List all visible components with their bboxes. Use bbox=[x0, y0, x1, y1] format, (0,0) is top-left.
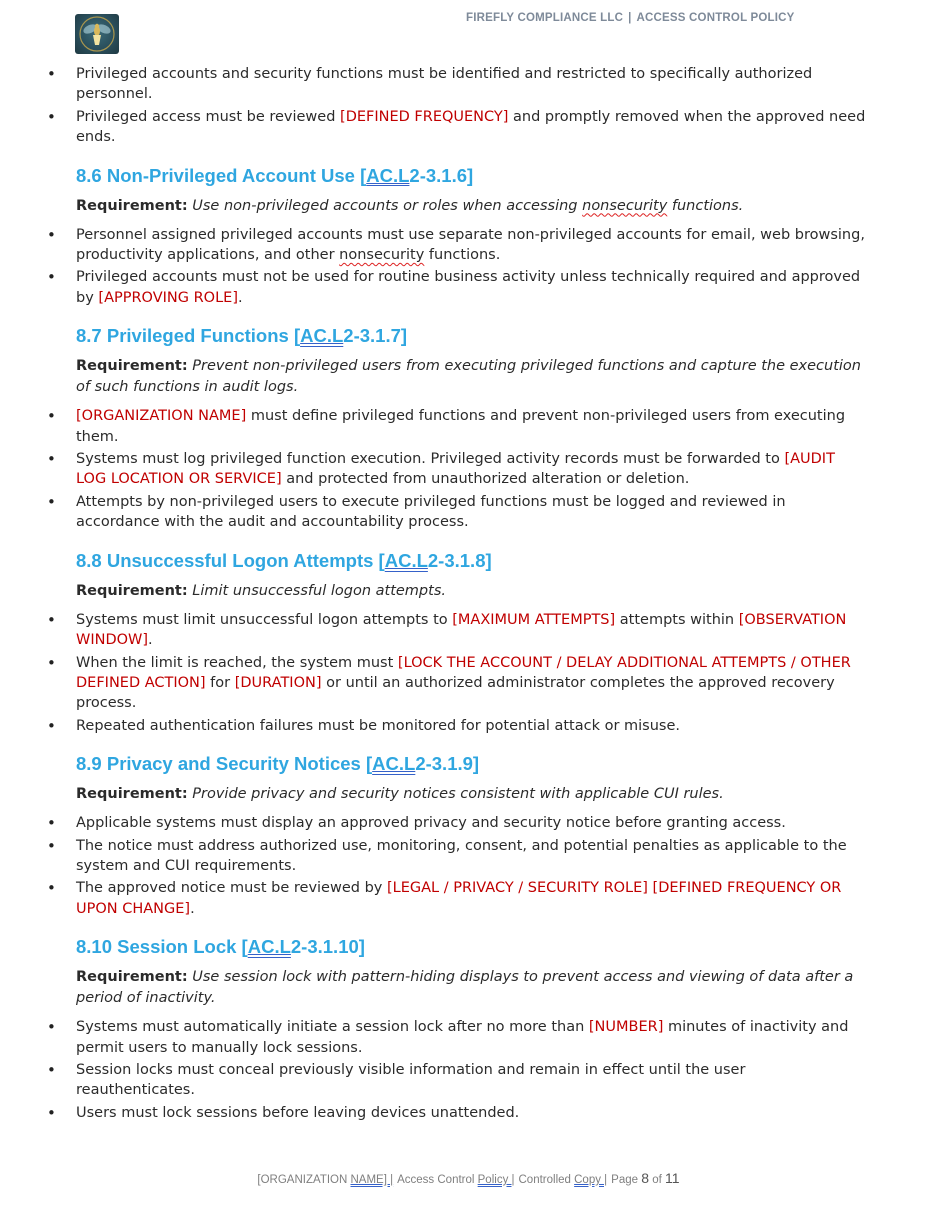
bullet-text: When the limit is reached, the system must bbox=[76, 654, 398, 671]
bullet-dot-icon: • bbox=[47, 879, 56, 898]
requirement-label: Requirement: bbox=[76, 969, 188, 986]
requirement-fragment: Use session lock with pattern-hiding displays to prevent access and viewing of data after a period of inactivity. bbox=[76, 969, 854, 1007]
intro-bullet-list bbox=[0, 64, 937, 148]
requirement-label: Requirement: bbox=[76, 786, 188, 803]
bullet-text: Privileged accounts must not be used for routine business activity unless technically required and approved by bbox=[76, 269, 861, 306]
bullet-item bbox=[0, 878, 937, 919]
bullet-text: and protected from unauthorized alteration or deletion. bbox=[281, 471, 690, 488]
bullet-text: . bbox=[148, 632, 153, 649]
bullet-text: must define privileged functions and prevent non-privileged users from executing them. bbox=[76, 408, 846, 445]
bullet-dot-icon: • bbox=[47, 836, 56, 855]
requirement-fragment: functions. bbox=[667, 197, 744, 214]
footer-page-label: Page bbox=[611, 1174, 639, 1186]
bullet-text: . bbox=[190, 900, 195, 917]
requirement-statement bbox=[76, 356, 867, 398]
company-name: FIREFLY COMPLIANCE LLC bbox=[466, 12, 624, 24]
bullet-text: Personnel assigned privileged accounts must use separate non-privileged accounts for email, web browsing, productivity applications, and other bbox=[76, 226, 865, 264]
bullet-text: Applicable systems must display an approved privacy and security notice before granting access. bbox=[76, 815, 786, 832]
section-bullet-list bbox=[0, 610, 937, 736]
placeholder-text: [LEGAL / PRIVACY / SECURITY ROLE] [DEFINED FREQUENCY OR UPON CHANGE] bbox=[76, 880, 842, 917]
bullet-item bbox=[0, 449, 937, 490]
requirement-label: Requirement: bbox=[76, 582, 188, 599]
requirement-text bbox=[192, 198, 743, 214]
control-id-link: AC.L bbox=[247, 936, 291, 958]
bullet-item bbox=[0, 1060, 937, 1101]
bullet-item bbox=[0, 107, 937, 148]
bullet-item bbox=[0, 267, 937, 308]
footer-of-label: of bbox=[652, 1174, 662, 1186]
bullet-dot-icon: • bbox=[47, 610, 56, 629]
heading-tail: 2-3.1.6] bbox=[409, 164, 474, 186]
bullet-text: minutes of inactivity and permit users to manually lock sessions. bbox=[76, 1019, 849, 1056]
placeholder-text: [NUMBER] bbox=[588, 1019, 664, 1036]
section-bullet-list bbox=[0, 813, 937, 919]
requirement-statement bbox=[76, 784, 867, 805]
bullet-item bbox=[0, 716, 937, 736]
document-body bbox=[0, 64, 937, 1125]
footer-copy-prefix: Controlled bbox=[518, 1174, 575, 1186]
bullet-dot-icon: • bbox=[47, 450, 56, 469]
page-footer bbox=[0, 1170, 937, 1186]
heading-text: 8.7 Privileged Functions [ bbox=[76, 325, 301, 347]
bullet-text: The notice must address authorized use, monitoring, consent, and potential penalties as applicable to the system and CUI requirements. bbox=[76, 837, 847, 874]
placeholder-text: [ORGANIZATION NAME] bbox=[76, 408, 247, 425]
section-bullet-list bbox=[0, 1017, 937, 1123]
section-heading bbox=[76, 936, 937, 958]
requirement-fragment: Provide privacy and security notices consistent with applicable CUI rules. bbox=[192, 786, 724, 803]
requirement-fragment: Limit unsuccessful logon attempts. bbox=[192, 582, 446, 599]
footer-org-prefix: [ORGANIZATION bbox=[257, 1174, 351, 1186]
bullet-dot-icon: • bbox=[47, 407, 56, 426]
bullet-item bbox=[0, 653, 937, 714]
requirement-fragment: Prevent non-privileged users from executing privileged functions and capture the execution of such functions in audit logs. bbox=[76, 358, 861, 396]
bullet-item bbox=[0, 610, 937, 651]
requirement-statement bbox=[76, 581, 867, 602]
bullet-text: Systems must limit unsuccessful logon attempts to bbox=[76, 611, 453, 628]
placeholder-text: [DURATION] bbox=[234, 674, 322, 691]
footer-page-total: 11 bbox=[665, 1170, 680, 1186]
placeholder-text: [LOCK THE ACCOUNT / DELAY ADDITIONAL ATTEMPTS / OTHER DEFINED ACTION] bbox=[76, 654, 851, 691]
section-bullet-list bbox=[0, 406, 937, 532]
company-logo bbox=[75, 14, 119, 54]
section-heading bbox=[76, 165, 937, 187]
header-separator: | bbox=[628, 12, 632, 24]
bullet-text: Repeated authentication failures must be monitored for potential attack or misuse. bbox=[76, 717, 681, 734]
bullet-text: for bbox=[205, 674, 235, 691]
bullet-text: The approved notice must be reviewed by bbox=[76, 880, 387, 897]
bullet-text: Privileged access must be reviewed bbox=[76, 108, 341, 125]
bullet-text: attempts within bbox=[615, 611, 739, 628]
bullet-text: . bbox=[237, 289, 243, 306]
bullet-text: Session locks must conceal previously visible information and remain in effect until the user reauthenticates. bbox=[76, 1061, 746, 1099]
control-id-link: AC.L bbox=[384, 549, 428, 571]
bullet-dot-icon: • bbox=[47, 492, 56, 511]
bullet-item bbox=[0, 1017, 937, 1058]
heading-tail: 2-3.1.10] bbox=[290, 936, 365, 958]
footer-org-name: NAME] | bbox=[350, 1174, 394, 1186]
footer-policy-word: Policy | bbox=[477, 1174, 515, 1186]
heading-text: 8.6 Non-Privileged Account Use [ bbox=[76, 164, 367, 186]
control-id-link: AC.L bbox=[372, 753, 416, 775]
placeholder-text: [DEFINED FREQUENCY] bbox=[340, 108, 509, 125]
section-bullet-list bbox=[0, 225, 937, 309]
bullet-dot-icon: • bbox=[47, 814, 56, 833]
requirement-text bbox=[192, 786, 723, 802]
section-heading bbox=[76, 550, 937, 572]
bullet-dot-icon: • bbox=[47, 653, 56, 672]
heading-tail: 2-3.1.9] bbox=[415, 753, 480, 775]
bullet-dot-icon: • bbox=[47, 1060, 56, 1079]
bullet-dot-icon: • bbox=[47, 107, 56, 126]
requirement-statement bbox=[76, 967, 867, 1009]
bullet-item bbox=[0, 225, 937, 266]
heading-text: 8.8 Unsuccessful Logon Attempts [ bbox=[76, 549, 385, 571]
footer-page-number: 8 bbox=[641, 1170, 650, 1186]
placeholder-text: [AUDIT LOG LOCATION OR SERVICE] bbox=[76, 451, 835, 488]
heading-tail: 2-3.1.7] bbox=[343, 325, 408, 347]
control-id-link: AC.L bbox=[366, 164, 410, 186]
bullet-item bbox=[0, 64, 937, 105]
section-heading bbox=[76, 325, 937, 347]
control-id-link: AC.L bbox=[300, 325, 344, 347]
footer-policy-prefix: Access Control bbox=[397, 1174, 478, 1186]
bullet-item bbox=[0, 1103, 937, 1123]
requirement-label: Requirement: bbox=[76, 358, 188, 375]
bullet-item bbox=[0, 836, 937, 877]
section-heading bbox=[76, 753, 937, 775]
footer-copy-word: Copy | bbox=[574, 1174, 608, 1186]
spellcheck-word: nonsecurity bbox=[339, 247, 425, 264]
bullet-dot-icon: • bbox=[47, 268, 56, 287]
bullet-dot-icon: • bbox=[47, 65, 56, 83]
spellcheck-word: nonsecurity bbox=[582, 197, 668, 214]
requirement-statement bbox=[76, 196, 867, 217]
firefly-seal-icon bbox=[75, 14, 119, 54]
bullet-text: Systems must automatically initiate a session lock after no more than bbox=[76, 1019, 589, 1036]
requirement-text bbox=[76, 358, 861, 395]
bullet-text: Attempts by non-privileged users to execute privileged functions must be logged and reviewed in accordance with the audit and accountability process. bbox=[76, 493, 786, 531]
document-header bbox=[466, 12, 806, 24]
placeholder-text: [OBSERVATION WINDOW] bbox=[76, 611, 847, 649]
bullet-item bbox=[0, 813, 937, 833]
bullet-dot-icon: • bbox=[47, 1103, 56, 1122]
bullet-text: and promptly removed when the approved need ends. bbox=[76, 108, 866, 146]
bullet-text: Systems must log privileged function execution. Privileged activity records must be forwarded to bbox=[76, 451, 785, 468]
heading-tail: 2-3.1.8] bbox=[427, 549, 492, 571]
requirement-text bbox=[192, 583, 446, 599]
bullet-text: Privileged accounts and security functions must be identified and restricted to specifically authorized personnel. bbox=[76, 66, 813, 103]
placeholder-text: [APPROVING ROLE] bbox=[98, 289, 238, 306]
bullet-text: Users must lock sessions before leaving devices unattended. bbox=[76, 1104, 520, 1121]
heading-text: 8.10 Session Lock [ bbox=[76, 936, 248, 958]
policy-title: ACCESS CONTROL POLICY bbox=[636, 12, 795, 24]
bullet-text: functions. bbox=[424, 247, 501, 264]
bullet-item bbox=[0, 492, 937, 533]
requirement-fragment: Use non-privileged accounts or roles when accessing bbox=[192, 197, 583, 214]
bullet-item bbox=[0, 406, 937, 447]
bullet-dot-icon: • bbox=[47, 716, 56, 735]
heading-text: 8.9 Privacy and Security Notices [ bbox=[76, 753, 373, 775]
requirement-text bbox=[76, 969, 853, 1006]
requirement-label: Requirement: bbox=[76, 197, 188, 214]
bullet-dot-icon: • bbox=[47, 1018, 56, 1037]
placeholder-text: [MAXIMUM ATTEMPTS] bbox=[452, 611, 616, 628]
bullet-dot-icon: • bbox=[47, 225, 56, 244]
bullet-text: or until an authorized administrator completes the approved recovery process. bbox=[76, 674, 835, 712]
